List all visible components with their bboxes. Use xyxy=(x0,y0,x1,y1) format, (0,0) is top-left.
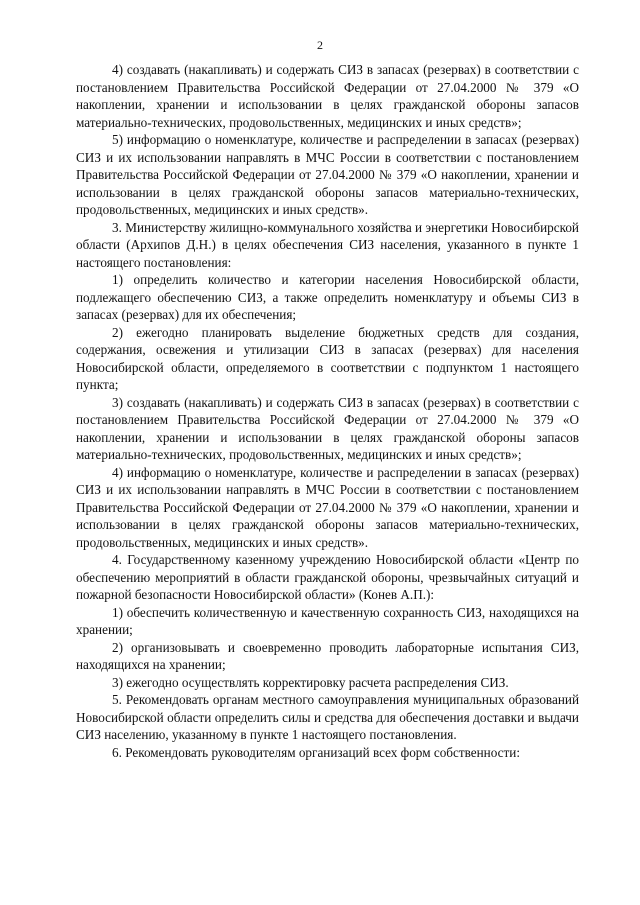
page-number: 2 xyxy=(317,38,323,52)
paragraph-3-1-determine-population: 1) определить количество и категории населения Новосибирской области, подлежащего обеспечению СИЗ, а также определить номенклатуру и объемы СИЗ в запасах (резервах) для их обеспечения; xyxy=(76,272,579,322)
paragraph-section-3-ministry: 3. Министерству жилищно-коммунального хозяйства и энергетики Новосибирской области (Архипов Д.Н.) в целях обеспечения СИЗ населения, указанного в пункте 1 настоящего постановления: xyxy=(76,219,579,270)
paragraph-5-report-to-mchs: 5) информацию о номенклатуре, количестве и распределении в запасах (резервах) СИЗ и их использовании направлять в МЧС России в соответствии с постановлением Правительства Российской Федерации от 27.04.2000 № 379 «О накоплении, хранении и использовании в целях гражданской обороны запасов материально-технических, продовольственных, медицинских и иных средств». xyxy=(76,132,579,217)
paragraph-4-3-adjust-distribution: 3) ежегодно осуществлять корректировку расчета распределения СИЗ. xyxy=(112,674,509,690)
paragraph-section-6-organizations: 6. Рекомендовать руководителям организаций всех форм собственности: xyxy=(112,744,520,760)
paragraph-4-1-ensure-safety: 1) обеспечить количественную и качественную сохранность СИЗ, находящихся на хранении; xyxy=(76,604,579,637)
paragraph-section-5-local-government: 5. Рекомендовать органам местного самоуправления муниципальных образований Новосибирской области определить силы и средства для обеспечения доставки и выдачи СИЗ населению, указанному в пункте 1 настоящего постановления. xyxy=(76,692,579,742)
paragraph-4-2-lab-tests: 2) организовывать и своевременно проводить лабораторные испытания СИЗ, находящихся на хранении; xyxy=(76,639,579,672)
paragraph-section-4-center: 4. Государственному казенному учреждению Новосибирской области «Центр по обеспечению мероприятий в области гражданской обороны, чрезвычайных ситуаций и пожарной безопасности Новосибирской области» (Конев А.П.): xyxy=(76,552,579,602)
document-body xyxy=(76,61,579,761)
paragraph-4-create-reserves: 4) создавать (накапливать) и содержать СИЗ в запасах (резервах) в соответствии с постановлением Правительства Российской Федерации от 27.04.2000 № 379 «О накоплении, хранении и использовании в целях гражданской обороны запасов материально-технических, продовольственных, медицинских и иных средств»; xyxy=(76,62,579,130)
paragraph-3-2-plan-budget: 2) ежегодно планировать выделение бюджетных средств для создания, содержания, освежения и утилизации СИЗ в запасах (резервах) для населения Новосибирской области, определяемого в соответствии с подпунктом 1 настоящего пункта; xyxy=(76,324,579,392)
paragraph-3-3-create-reserves: 3) создавать (накапливать) и содержать СИЗ в запасах (резервах) в соответствии с постановлением Правительства Российской Федерации от 27.04.2000 № 379 «О накоплении, хранении и использовании в целях гражданской обороны запасов материально-технических, продовольственных, медицинских и иных средств»; xyxy=(76,394,579,462)
paragraph-3-4-report-to-mchs: 4) информацию о номенклатуре, количестве и распределении в запасах (резервах) СИЗ и их использовании направлять в МЧС России в соответствии с постановлением Правительства Российской Федерации от 27.04.2000 № 379 «О накоплении, хранении и использовании в целях гражданской обороны запасов материально-технических, продовольственных, медицинских и иных средств». xyxy=(76,464,579,550)
